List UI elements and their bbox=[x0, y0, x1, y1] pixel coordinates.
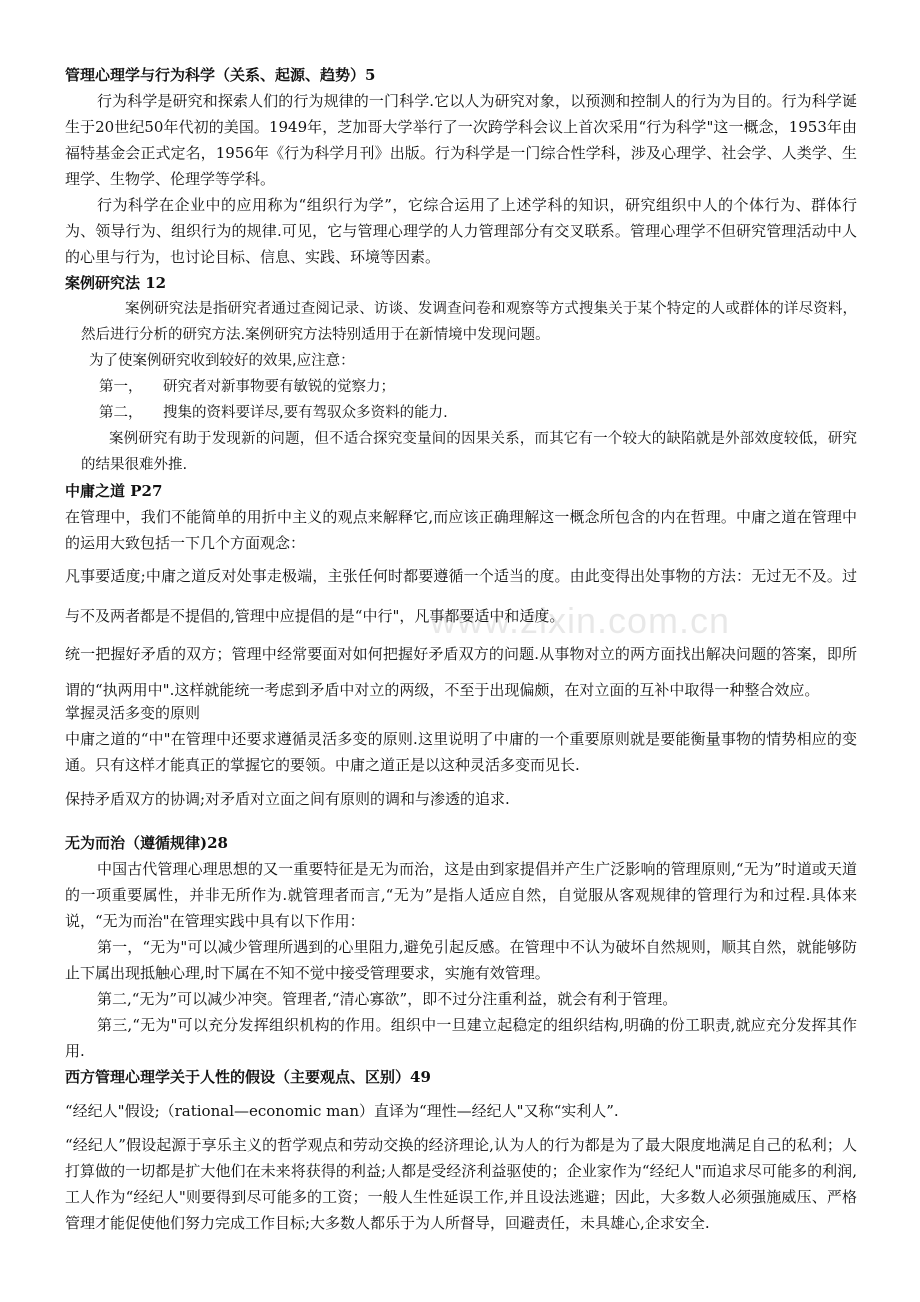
paragraph: 为了使案例研究收到较好的效果,应注意： bbox=[89, 353, 355, 369]
list-item bbox=[65, 374, 857, 400]
list-item-text: 搜集的资料要详尽,要有驾驭众多资料的能力. bbox=[163, 405, 448, 421]
document-page bbox=[65, 62, 857, 1236]
paragraph: 第一，“无为"可以减少管理所遇到的心里阻力,避免引起反感。在管理中不认为破坏自然规则，顺其自然，就能够防止下属出现抵触心理,时下属在不知不觉中接受管理要求，实施有效管理。 bbox=[65, 938, 857, 982]
section-heading-case-study: 案例研究法 12 bbox=[65, 274, 167, 292]
paragraph: 中庸之道的“中"在管理中还要求遵循灵活多变的原则.这里说明了中庸的一个重要原则就是要能衡量事物的情势相应的变通。只有这样才能真正的掌握它的要领。中庸之道正是以这种灵活多变而见长. bbox=[65, 730, 857, 774]
watermark: www.zixin.com.cn bbox=[430, 600, 731, 641]
paragraph: 保持矛盾双方的协调;对矛盾对立面之间有原则的调和与渗透的追求. bbox=[65, 790, 510, 808]
paragraph: “经纪人"假设;（rational—economic man）直译为“理性—经纪人"又称“实利人”. bbox=[65, 1102, 619, 1120]
section-heading-doctrine-of-mean: 中庸之道 P27 bbox=[65, 482, 163, 500]
paragraph: “经纪人”假设起源于享乐主义的哲学观点和劳动交换的经济理论,认为人的行为都是为了最大限度地满足自己的私利；人打算做的一切都是扩大他们在未来将获得的利益;人都是受经济利益驱使的；企业家作为“经纪人"而追求尽可能多的利润,工人作为“经纪人"则要得到尽可能多的工资；一般人生性延误工作,并且设法逃避；因此，大多数人必须强施威压、严格管理才能促使他们努力完成工作目标;大多数人都乐于为人所督导，回避责任，未具雄心,企求安全. bbox=[65, 1136, 857, 1232]
paragraph: 第三,“无为"可以充分发挥组织机构的作用。组织中一旦建立起稳定的组织结构,明确的份工职责,就应充分发挥其作用. bbox=[65, 1016, 857, 1060]
paragraph: 第二,“无为”可以减少冲突。管理者,“清心寡欲”，即不过分注重利益，就会有利于管理。 bbox=[97, 990, 678, 1008]
paragraph: 案例研究有助于发现新的问题，但不适合探究变量间的因果关系，而其它有一个较大的缺陷就是外部效度较低，研究的结果很难外推. bbox=[81, 431, 857, 473]
paragraph: 行为科学是研究和探索人们的行为规律的一门科学.它以人为研究对象，以预测和控制人的行为为目的。行为科学诞生于20世纪50年代初的美国。1949年，芝加哥大学举行了一次跨学科会议上首次采用“行为科学"这一概念，1953年由福特基金会正式定名，1956年《行为科学月刊》出版。行为科学是一门综合性学科，涉及心理学、社会学、人类学、生理学、生物学、伦理学等学科。 bbox=[65, 92, 857, 188]
section-heading-behavioral-science: 管理心理学与行为科学（关系、起源、趋势）5 bbox=[65, 66, 376, 84]
paragraph: 在管理中，我们不能简单的用折中主义的观点来解释它,而应该正确理解这一概念所包含的内在哲理。中庸之道在管理中的运用大致包括一下几个方面观念： bbox=[65, 508, 857, 552]
paragraph: 掌握灵活多变的原则 bbox=[65, 704, 201, 722]
section-heading-human-nature-hypothesis: 西方管理心理学关于人性的假设（主要观点、区别）49 bbox=[65, 1068, 431, 1086]
paragraph: 统一把握好矛盾的双方；管理中经常要面对如何把握好矛盾双方的问题.从事物对立的两方面找出解决问题的答案，即所谓的“执两用中".这样就能统一考虑到矛盾中对立的两级，不至于出现偏颇，在对立面的互补中取得一种整合效应。 bbox=[65, 645, 857, 699]
list-item-label: 第二， bbox=[99, 405, 143, 421]
list-item-label: 第一， bbox=[99, 379, 143, 395]
paragraph: 凡事要适度;中庸之道反对处事走极端，主张任何时都要遵循一个适当的度。由此变得出处事物的方法：无过无不及。过与不及两者都是不提倡的,管理中应提倡的是“中行"，凡事都要适中和适度。 bbox=[65, 567, 857, 625]
section-heading-wuwei: 无为而治（遵循规律)28 bbox=[65, 834, 228, 852]
paragraph: 中国古代管理心理思想的又一重要特征是无为而治，这是由到家提倡并产生广泛影响的管理原则,“无为”时道或天道的一项重要属性，并非无所作为.就管理者而言,“无为”是指人适应自然，自觉服从客观规律的管理行为和过程.具体来说，“无为而治"在管理实践中具有以下作用： bbox=[65, 860, 857, 930]
paragraph: 案例研究法是指研究者通过查阅记录、访谈、发调查问卷和观察等方式搜集关于某个特定的人或群体的详尽资料，然后进行分析的研究方法.案例研究方法特别适用于在新情境中发现问题。 bbox=[81, 301, 857, 343]
paragraph: 行为科学在企业中的应用称为“组织行为学”，它综合运用了上述学科的知识，研究组织中人的个体行为、群体行为、领导行为、组织行为的规律.可见，它与管理心理学的人力管理部分有交叉联系。管理心理学不但研究管理活动中人的心里与行为，也讨论目标、信息、实践、环境等因素。 bbox=[65, 196, 857, 266]
list-item bbox=[65, 400, 857, 426]
list-item-text: 研究者对新事物要有敏锐的觉察力； bbox=[163, 379, 395, 395]
